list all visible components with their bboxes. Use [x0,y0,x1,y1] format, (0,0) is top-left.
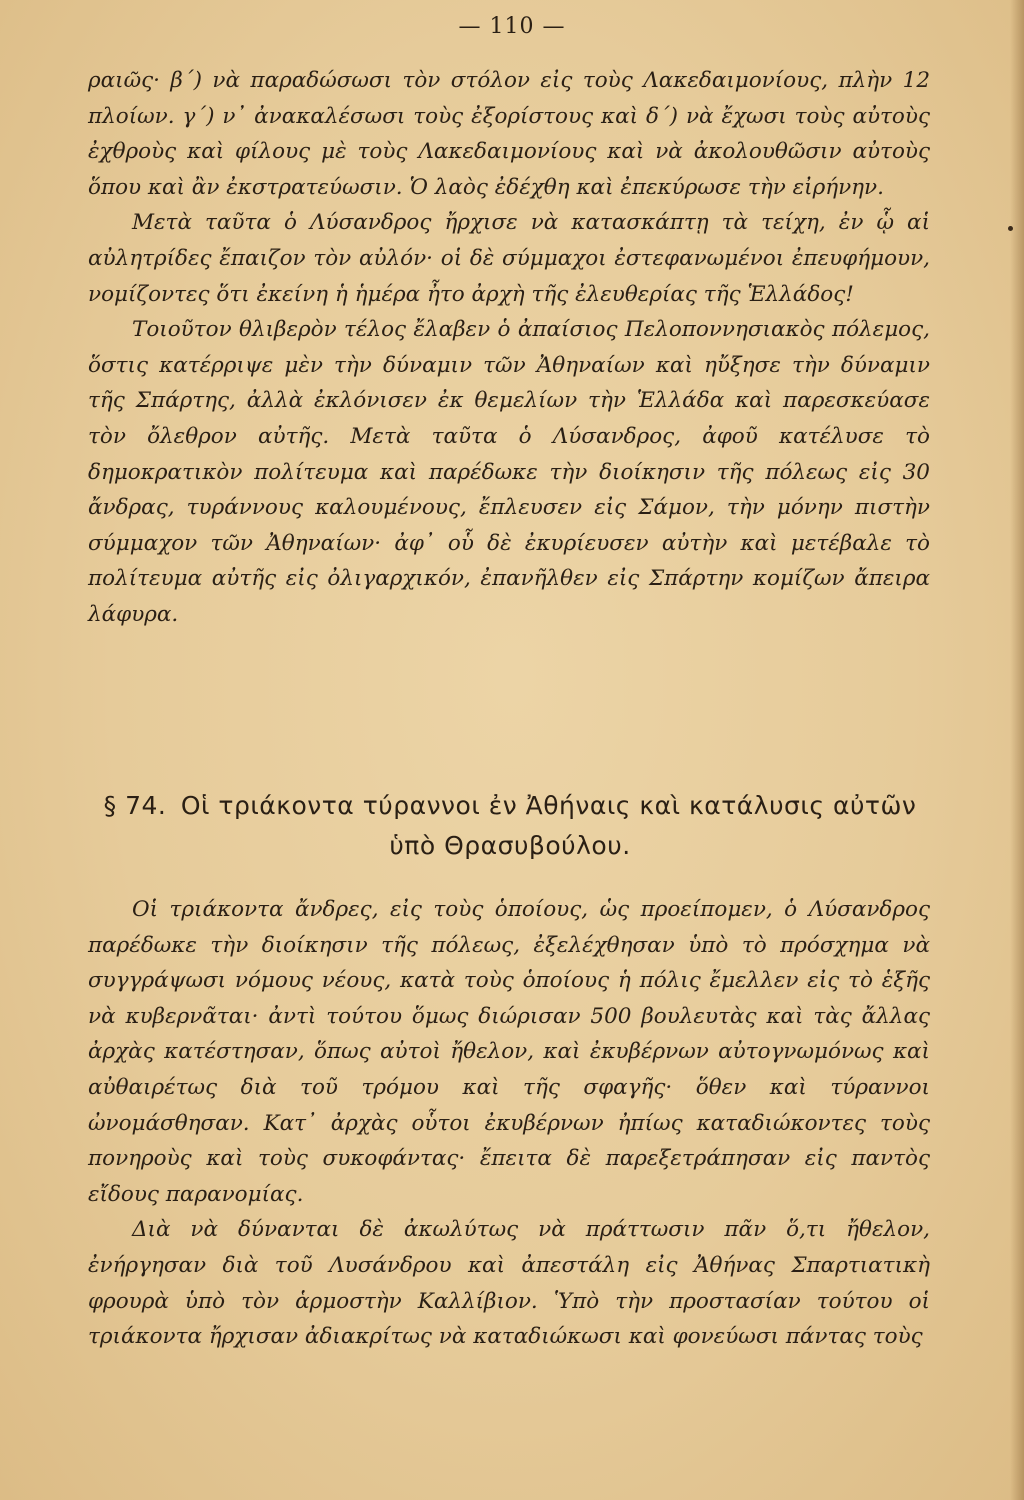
bottom-text-block [88,892,930,1355]
paragraph-lysander-walls: Μετὰ ταῦτα ὁ Λύσανδρος ἤρχισε νὰ κατασκάπτῃ τὰ τείχη, ἐν ᾧ αἱ αὐλητρίδες ἔπαιζον τὸν αὐλόν· οἱ δὲ σύμμαχοι ἐστεφανωμένοι ἐπευφήμουν, νομίζοντες ὅτι ἐκείνη ἡ ἡμέρα ἦτο ἀρχὴ τῆς ἐλευθερίας τῆς Ἑλλάδος! [88,210,930,307]
paragraph-thirty-men: Οἱ τριάκοντα ἄνδρες, εἰς τοὺς ὁποίους, ὡς προείπομεν, ὁ Λύσανδρος παρέδωκε τὴν διοίκησιν τῆς πόλεως, ἐξελέχθησαν ὑπὸ τὸ πρόσχημα νὰ συγγράψωσι νόμους νέους, κατὰ τοὺς ὁποίους ἡ πόλις ἔμελλεν εἰς τὸ ἑξῆς νὰ κυβερνᾶται· ἀντὶ τούτου ὅμως διώρισαν 500 βουλευτὰς καὶ τὰς ἄλλας ἀρχὰς κατέστησαν, ὅπως αὐτοὶ ἤθελον, καὶ ἐκυβέρνων αὐτογνωμόνως καὶ αὐθαιρέτως διὰ τοῦ τρόμου καὶ τῆς σφαγῆς· ὅθεν καὶ τύραννοι ὠνομάσθησαν. Κατ᾿ ἀρχὰς οὗτοι ἐκυβέρνων ἠπίως καταδιώκοντες τοὺς πονηροὺς καὶ τοὺς συκοφάντας· ἔπειτα δὲ παρεξετράπησαν εἰς παντὸς εἴδους παρανομίας. [88,897,930,1207]
page-edge-shadow [1010,0,1024,1500]
paragraph-spartan-garrison: Διὰ νὰ δύνανται δὲ ἀκωλύτως νὰ πράττωσιν πᾶν ὅ,τι ἤθελον, ἐνήργησαν διὰ τοῦ Λυσάνδρου καὶ ἀπεστάλη εἰς Ἀθήνας Σπαρτιατικὴ φρουρὰ ὑπὸ τὸν ἁρμοστὴν Καλλίβιον. Ὑπὸ τὴν προστασίαν τούτου οἱ τριάκοντα ἤρχισαν ἀδιακρίτως νὰ καταδιώκωσι καὶ φονεύωσι πάντας τοὺς [88,1217,930,1350]
section-title: Οἱ τριάκοντα τύραννοι ἐν Ἀθήναις καὶ κατάλυσις αὐτῶν ὑπὸ Θρασυβούλου. [180,791,917,860]
section-heading [100,786,920,866]
page-number: — 110 — [458,14,566,39]
top-text-block [88,63,930,633]
paragraph-continuation: ραιῶς· β΄) νὰ παραδώσωσι τὸν στόλον εἰς τοὺς Λακεδαιμονίους, πλὴν 12 πλοίων. γ΄) ν᾿ ἀνακαλέσωσι τοὺς ἐξορίστους καὶ δ΄) νὰ ἔχωσι τοὺς αὐτοὺς ἐχθροὺς καὶ φίλους μὲ τοὺς Λακεδαιμονίους καὶ νὰ ἀκολουθῶσιν αὐτοὺς ὅπου καὶ ἂν ἐκστρατεύωσιν. Ὁ λαὸς ἐδέχθη καὶ ἐπεκύρωσε τὴν εἰρήνην. [88,68,930,200]
section-number: § 74. [103,791,167,820]
paragraph-war-end: Τοιοῦτον θλιβερὸν τέλος ἔλαβεν ὁ ἀπαίσιος Πελοποννησιακὸς πόλεμος, ὅστις κατέρριψε μὲν τὴν δύναμιν τῶν Ἀθηναίων καὶ ηὔξησε τὴν δύναμιν τῆς Σπάρτης, ἀλλὰ ἐκλόνισεν ἐκ θεμελίων τὴν Ἑλλάδα καὶ παρεσκεύασε τὸν ὄλεθρον αὐτῆς. Μετὰ ταῦτα ὁ Λύσανδρος, ἀφοῦ κατέλυσε τὸ δημοκρατικὸν πολίτευμα καὶ παρέδωκε τὴν διοίκησιν τῆς πόλεως εἰς 30 ἄνδρας, τυράννους καλουμένους, ἔπλευσεν εἰς Σάμον, τὴν μόνην πιστὴν σύμμαχον τῶν Ἀθηναίων· ἀφ᾿ οὗ δὲ ἐκυρίευσεν αὐτὴν καὶ μετέβαλε τὸ πολίτευμα αὐτῆς εἰς ὀλιγαρχικόν, ἐπανῆλθεν εἰς Σπάρτην κομίζων ἄπειρα λάφυρα. [88,317,930,627]
ink-speck [1008,226,1013,231]
